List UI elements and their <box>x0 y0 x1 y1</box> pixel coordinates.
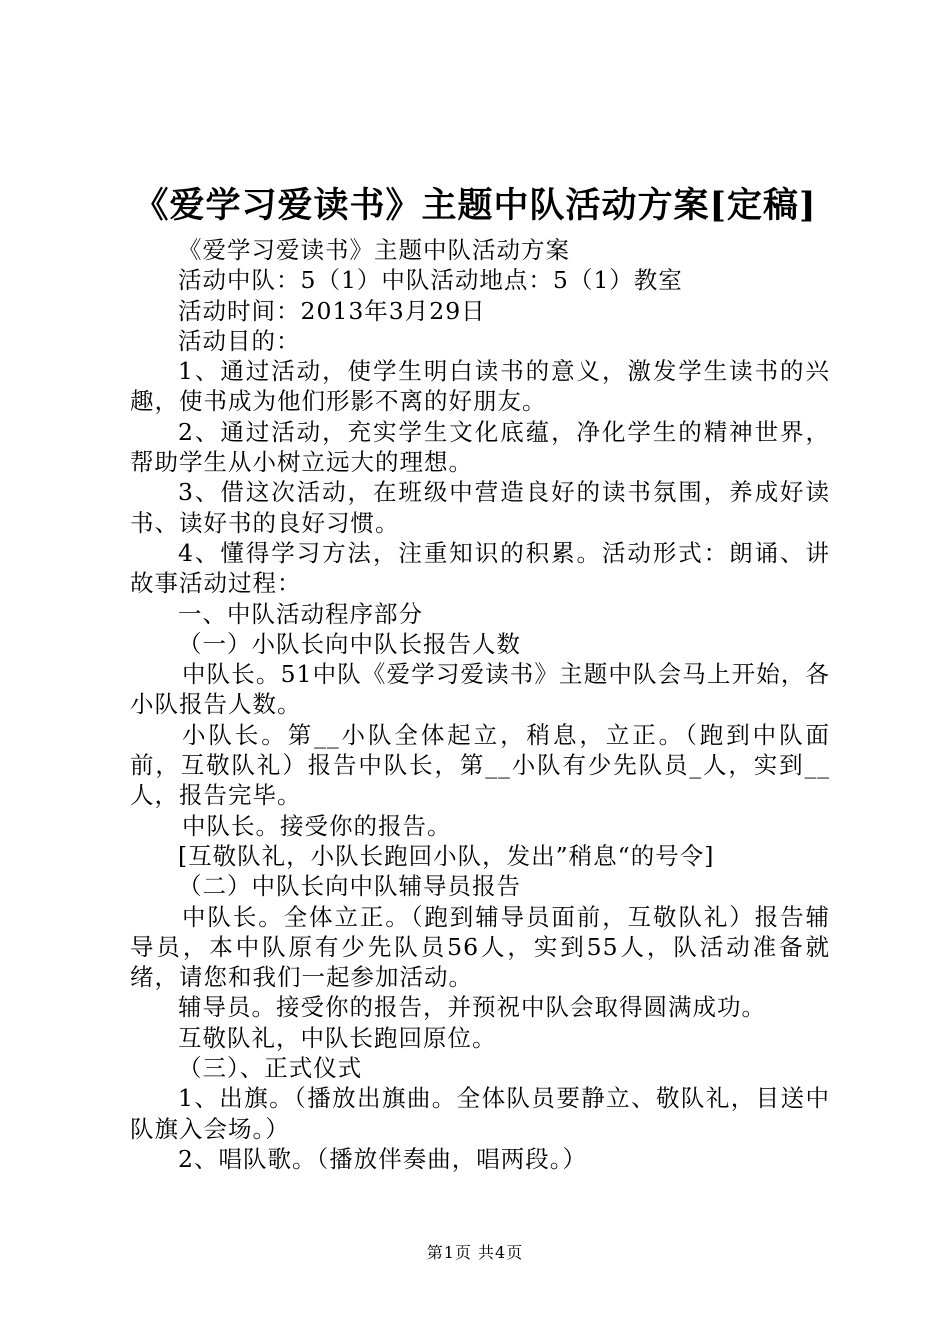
paragraph-subsection-1: （一）小队长向中队长报告人数 <box>178 629 521 658</box>
paragraph-activity-time: 活动时间：2013年3月29日 <box>178 296 486 325</box>
paragraph-purpose-3: 3、借这次活动，在班级中营造良好的读书氛围，养成好读书、读好书的良好习惯。 <box>130 478 830 537</box>
paragraph-dialogue-1: 中队长。51中队《爱学习爱读书》主题中队会马上开始，各小队报告人数。 <box>130 660 830 719</box>
paragraph-dialogue-4: 中队长。全体立正。（跑到辅导员面前，互敬队礼）报告辅导员，本中队原有少先队员56人，实到55人，队活动准备就绪，请您和我们一起参加活动。 <box>130 902 830 992</box>
paragraph-purpose-1: 1、通过活动，使学生明白读书的意义，激发学生读书的兴趣，使书成为他们形影不离的好朋友。 <box>130 357 830 416</box>
paragraph-subsection-3: （三）、正式仪式 <box>178 1054 363 1083</box>
paragraph-stage-note: [互敬队礼，小队长跑回小队，发出”稍息“的号令] <box>178 841 715 870</box>
paragraph-stage-note-2: 互敬队礼，中队长跑回原位。 <box>178 1023 497 1052</box>
paragraph-activity-purpose-heading: 活动目的： <box>178 326 301 355</box>
page-footer: 第1页 共4页 <box>426 1243 524 1262</box>
paragraph-purpose-4: 4、懂得学习方法，注重知识的积累。活动形式：朗诵、讲故事活动过程： <box>130 538 830 598</box>
document-body <box>130 235 830 1174</box>
paragraph-section-1: 一、中队活动程序部分 <box>178 599 423 628</box>
document-title: 《爱学习爱读书》主题中队活动方案[定稿] <box>133 185 817 226</box>
paragraph-activity-team: 活动中队：5（1）中队活动地点：5（1）教室 <box>178 266 683 295</box>
paragraph-dialogue-2: 小队长。第__小队全体起立，稍息，立正。（跑到中队面前，互敬队礼）报告中队长，第__小队有少先队员_人，实到__人，报告完毕。 <box>130 720 830 810</box>
paragraph-ceremony-2: 2、唱队歌。（播放伴奏曲，唱两段。） <box>178 1144 587 1173</box>
paragraph-subtitle: 《爱学习爱读书》主题中队活动方案 <box>178 236 570 264</box>
paragraph-dialogue-3: 中队长。接受你的报告。 <box>182 811 452 840</box>
paragraph-purpose-2: 2、通过活动，充实学生文化底蕴，净化学生的精神世界，帮助学生从小树立远大的理想。 <box>130 417 830 477</box>
paragraph-ceremony-1: 1、出旗。（播放出旗曲。全体队员要静立、敬队礼，目送中队旗入会场。） <box>130 1084 830 1143</box>
paragraph-dialogue-5: 辅导员。接受你的报告，并预祝中队会取得圆满成功。 <box>178 993 766 1022</box>
paragraph-subsection-2: （二）中队长向中队辅导员报告 <box>178 872 521 901</box>
